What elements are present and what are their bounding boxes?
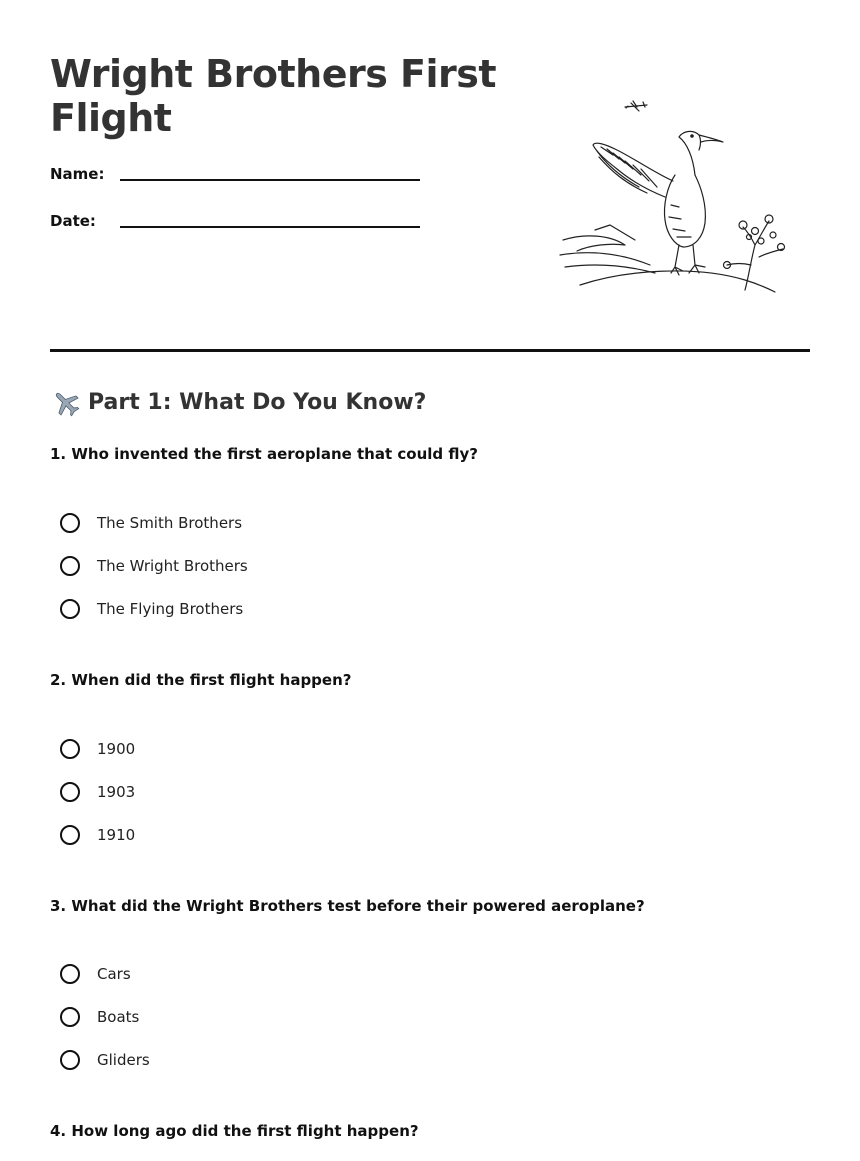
radio-circle-icon[interactable] (60, 513, 80, 533)
option-label: 1900 (97, 740, 136, 758)
question-4: 4. How long ago did the first flight happen? (50, 1122, 419, 1140)
option-label: The Flying Brothers (97, 600, 244, 618)
radio-circle-icon[interactable] (60, 599, 80, 619)
q2-option-1[interactable] (60, 737, 135, 761)
q3-option-3[interactable] (60, 1048, 150, 1072)
option-label: Cars (97, 965, 131, 983)
header-divider (50, 349, 810, 352)
q1-option-2[interactable] (60, 554, 248, 578)
name-input-line[interactable] (120, 179, 420, 181)
q3-option-2[interactable] (60, 1005, 139, 1029)
option-label: 1910 (97, 826, 136, 844)
date-field (50, 212, 430, 236)
name-label: Name: (50, 165, 105, 183)
radio-circle-icon[interactable] (60, 964, 80, 984)
question-3: 3. What did the Wright Brothers test before their powered aeroplane? (50, 897, 645, 915)
q1-option-1[interactable] (60, 511, 242, 535)
option-label: The Wright Brothers (97, 557, 248, 575)
bird-illustration (555, 95, 790, 300)
radio-circle-icon[interactable] (60, 825, 80, 845)
radio-circle-icon[interactable] (60, 556, 80, 576)
date-input-line[interactable] (120, 226, 420, 228)
option-label: The Smith Brothers (97, 514, 243, 532)
worksheet-title: Wright Brothers First Flight (50, 52, 497, 140)
option-label: Boats (97, 1008, 140, 1026)
question-2: 2. When did the first flight happen? (50, 671, 352, 689)
option-label: 1903 (97, 783, 136, 801)
part1-heading (50, 387, 426, 419)
q3-option-1[interactable] (60, 962, 131, 986)
date-label: Date: (50, 212, 96, 230)
radio-circle-icon[interactable] (60, 1050, 80, 1070)
question-1: 1. Who invented the first aeroplane that could fly? (50, 445, 478, 463)
radio-circle-icon[interactable] (60, 739, 80, 759)
part1-heading-text: Part 1: What Do You Know? (88, 390, 427, 415)
q2-option-2[interactable] (60, 780, 135, 804)
name-field (50, 165, 430, 189)
radio-circle-icon[interactable] (60, 1007, 80, 1027)
small-plane-icon (625, 101, 647, 111)
q2-option-3[interactable] (60, 823, 135, 847)
q1-option-3[interactable] (60, 597, 243, 621)
airplane-icon (50, 387, 82, 419)
radio-circle-icon[interactable] (60, 782, 80, 802)
option-label: Gliders (97, 1051, 150, 1069)
